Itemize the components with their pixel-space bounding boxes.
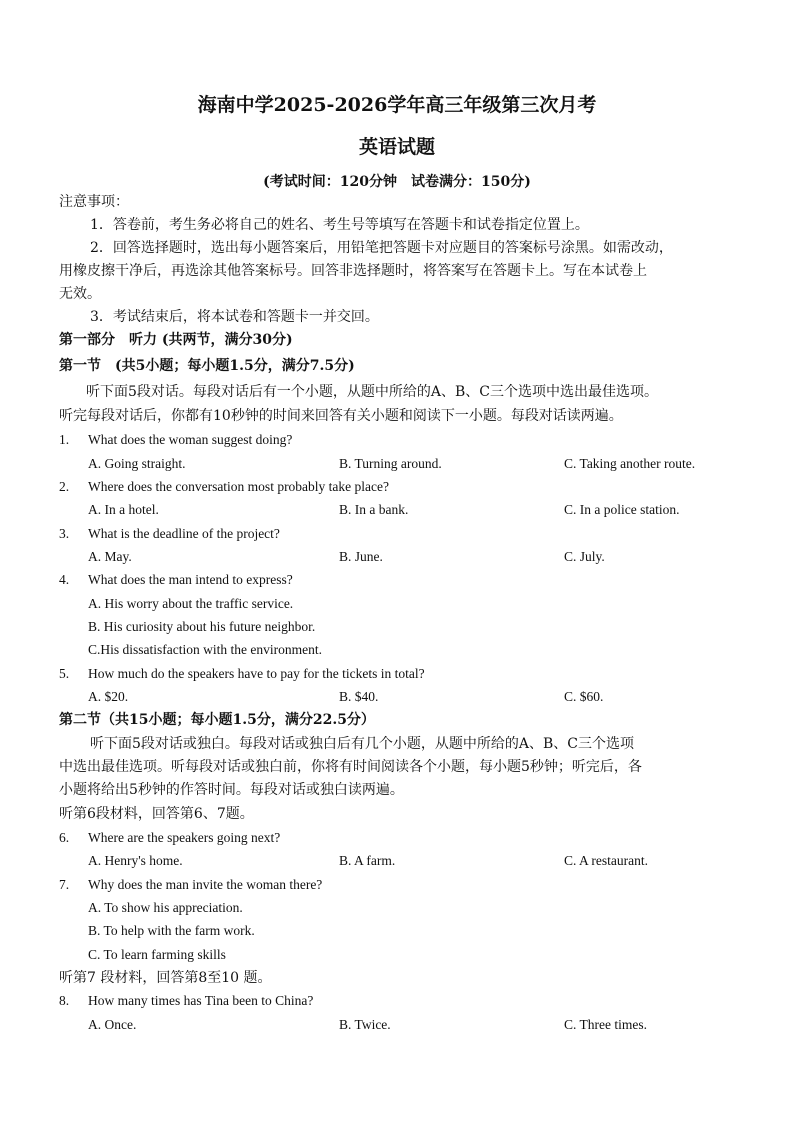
option-b: B. $40.	[339, 689, 379, 704]
option-c: C. Taking another route.	[564, 456, 696, 471]
question-number: 8.	[59, 993, 70, 1008]
question-number: 5.	[59, 666, 70, 681]
option-b: B. June.	[339, 549, 383, 564]
exam-subject: 英语试题	[358, 136, 435, 158]
note-item: 3．考试结束后，将本试卷和答题卡一并交回。	[90, 309, 379, 325]
option-c: C. In a police station.	[564, 502, 680, 517]
question-text: What does the woman suggest doing?	[88, 432, 293, 447]
question-text: How much do the speakers have to pay for the tickets in total?	[88, 666, 425, 681]
option-a: A. May.	[88, 549, 132, 564]
option-b: B. Twice.	[339, 1017, 391, 1032]
material-heading: 听第6段材料，回答第6、7题。	[59, 806, 254, 822]
option-c: C. July.	[564, 549, 605, 564]
option-c: C. A restaurant.	[564, 853, 648, 868]
question-text: Where does the conversation most probably take place?	[88, 479, 390, 494]
option-c: C.His dissatisfaction with the environment.	[88, 642, 322, 657]
question-number: 3.	[59, 526, 70, 541]
option-a: A. $20.	[88, 689, 129, 704]
option-a: A. Once.	[88, 1017, 137, 1032]
material-heading: 听第7 段材料，回答第8至10 题。	[59, 970, 272, 986]
option-b: B. Turning around.	[339, 456, 442, 471]
section1-heading: 第一节 (共5小题；每小题1.5分，满分7.5分)	[59, 358, 355, 374]
question-text: How many times has Tina been to China?	[88, 993, 314, 1008]
option-b: B. A farm.	[339, 853, 396, 868]
option-a: A. His worry about the traffic service.	[88, 596, 294, 611]
question-number: 2.	[59, 479, 70, 494]
option-c: C. Three times.	[564, 1017, 647, 1032]
section2-instructions: 听下面5段对话或独白。每段对话或独白后有几个小题，从题中所给的A、B、C三个选项	[90, 736, 635, 752]
part1-heading: 第一部分 听力 (共两节，满分30分)	[59, 332, 293, 348]
option-a: A. In a hotel.	[88, 502, 159, 517]
option-b: B. His curiosity about his future neighbor.	[88, 619, 316, 634]
option-a: A. To show his appreciation.	[88, 900, 243, 915]
note-item: 用橡皮擦干净后，再选涂其他答案标号。回答非选择题时，将答案写在答题卡上。写在本试卷上	[59, 263, 647, 279]
exam-info: (考试时间：120分钟 试卷满分：150分)	[263, 174, 531, 190]
option-a: A. Henry's home.	[88, 853, 183, 868]
option-a: A. Going straight.	[88, 456, 186, 471]
question-text: What is the deadline of the project?	[88, 526, 280, 541]
section2-heading: 第二节（共15小题；每小题1.5分，满分22.5分）	[59, 712, 375, 728]
option-c: C. $60.	[564, 689, 604, 704]
note-item: 1．答卷前，考生务必将自己的姓名、考生号等填写在答题卡和试卷指定位置上。	[90, 217, 589, 233]
question-number: 1.	[59, 432, 70, 447]
section1-instructions: 听下面5段对话。每段对话后有一个小题，从题中所给的A、B、C三个选项中选出最佳选项。	[86, 384, 659, 400]
note-item: 无效。	[59, 286, 101, 302]
notes-heading: 注意事项：	[59, 194, 129, 210]
section2-instructions: 中选出最佳选项。听每段对话或独白前，你将有时间阅读各个小题，每小题5秒钟；听完后，各	[59, 759, 642, 775]
option-c: C. To learn farming skills	[88, 947, 226, 962]
option-b: B. In a bank.	[339, 502, 409, 517]
question-text: What does the man intend to express?	[88, 572, 293, 587]
exam-title: 海南中学2025-2026学年高三年级第三次月考	[197, 94, 597, 116]
question-text: Why does the man invite the woman there?	[88, 877, 323, 892]
question-number: 6.	[59, 830, 70, 845]
section1-instructions: 听完每段对话后，你都有10秒钟的时间来回答有关小题和阅读下一小题。每段对话读两遍。	[59, 408, 623, 424]
question-text: Where are the speakers going next?	[88, 830, 281, 845]
note-item: 2．回答选择题时，选出每小题答案后，用铅笔把答题卡对应题目的答案标号涂黑。如需改动，	[90, 240, 673, 256]
section2-instructions: 小题将给出5秒钟的作答时间。每段对话或独白读两遍。	[59, 782, 404, 798]
option-b: B. To help with the farm work.	[88, 923, 255, 938]
question-number: 7.	[59, 877, 70, 892]
question-number: 4.	[59, 572, 70, 587]
